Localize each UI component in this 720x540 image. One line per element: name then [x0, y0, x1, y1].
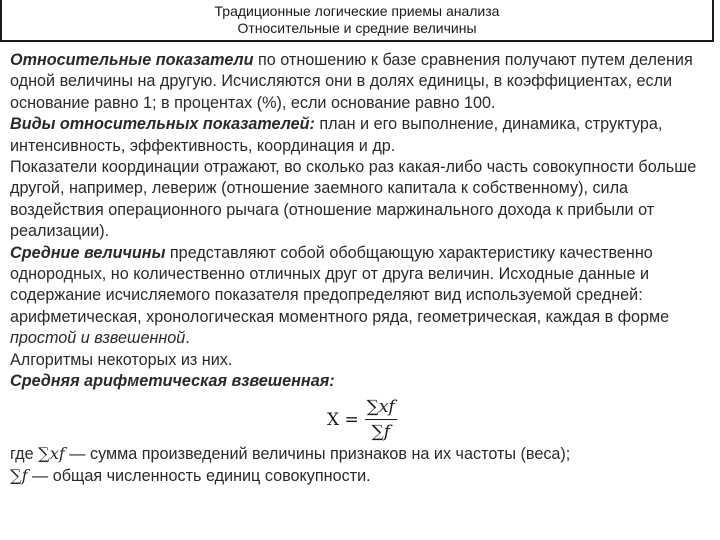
legend-xf: xf [49, 444, 65, 463]
formula-numerator [365, 397, 397, 420]
paragraph-averages [10, 243, 710, 350]
denominator-expression: f [383, 422, 390, 442]
sum-symbol: ∑ [10, 466, 22, 486]
paragraph-end: . [185, 329, 190, 348]
term-averages: Средние величины [10, 243, 166, 262]
formula-lhs: X = [327, 409, 359, 430]
sum-symbol: ∑ [366, 397, 379, 417]
legend-text: — общая численность единиц совокупности. [27, 467, 371, 486]
formula-denominator [370, 420, 392, 442]
sum-symbol: ∑ [38, 444, 50, 463]
term-weighted-mean: Средняя арифметическая взвешенная: [10, 372, 335, 391]
legend-line-xf [10, 443, 710, 465]
slide-title-line1: Традиционные логические приемы анализа [214, 3, 500, 19]
italic-simple-weighted: простой и взвешенной [10, 329, 186, 348]
sum-symbol: ∑ [371, 422, 384, 442]
term-types: Виды относительных показателей: [10, 115, 315, 134]
slide-title-line2: Относительные и средние величины [237, 20, 477, 36]
numerator-expression: xf [378, 397, 395, 417]
paragraph-algorithms: Алгоритмы некоторых из них. [10, 350, 233, 369]
paragraph-weighted-mean [10, 371, 710, 392]
term-relative-indicators: Относительные показатели [10, 51, 254, 69]
paragraph-text: по отношению к базе сравнения получают путем деления одной величины на другую. Исчисляются они в долях единицы, в коэффициентах, если основание равно 1; в процентах (%), если основание равно 100. [10, 51, 693, 112]
body-text [10, 50, 710, 393]
paragraph-text: представляют собой обобщающую характеристику качественно однородных, но количественно отличных друг от друга величин. Исходные данные и содержание исчисляемого показателя предопределяют вид используемой средней: арифметическая, хронологическая моментного ряда, геометрическая, каждая в форме [10, 243, 670, 326]
formula-fraction [365, 397, 397, 442]
weighted-mean-formula [327, 397, 397, 442]
legend-prefix: где [10, 445, 39, 463]
paragraph-text: план и его выполнение, динамика, структура, интенсивность, эффективность, координация и др. [10, 115, 663, 155]
slide-title-box [0, 0, 714, 42]
paragraph-relative-indicators [10, 50, 710, 114]
paragraph-types [10, 114, 710, 157]
legend-line-f [10, 465, 710, 487]
legend-f: f [21, 466, 28, 486]
formula-legend [10, 443, 710, 488]
legend-text: — сумма произведений величины признаков на их частоты (веса); [64, 445, 571, 463]
paragraph-coordination: Показатели координации отражают, во сколько раз какая-либо часть совокупности больше другой, например, левериж (отношение заемного капитала к собственному), сила воздействия операционного рычага (отношение маржинального дохода к прибыли от реализации). [10, 158, 697, 241]
